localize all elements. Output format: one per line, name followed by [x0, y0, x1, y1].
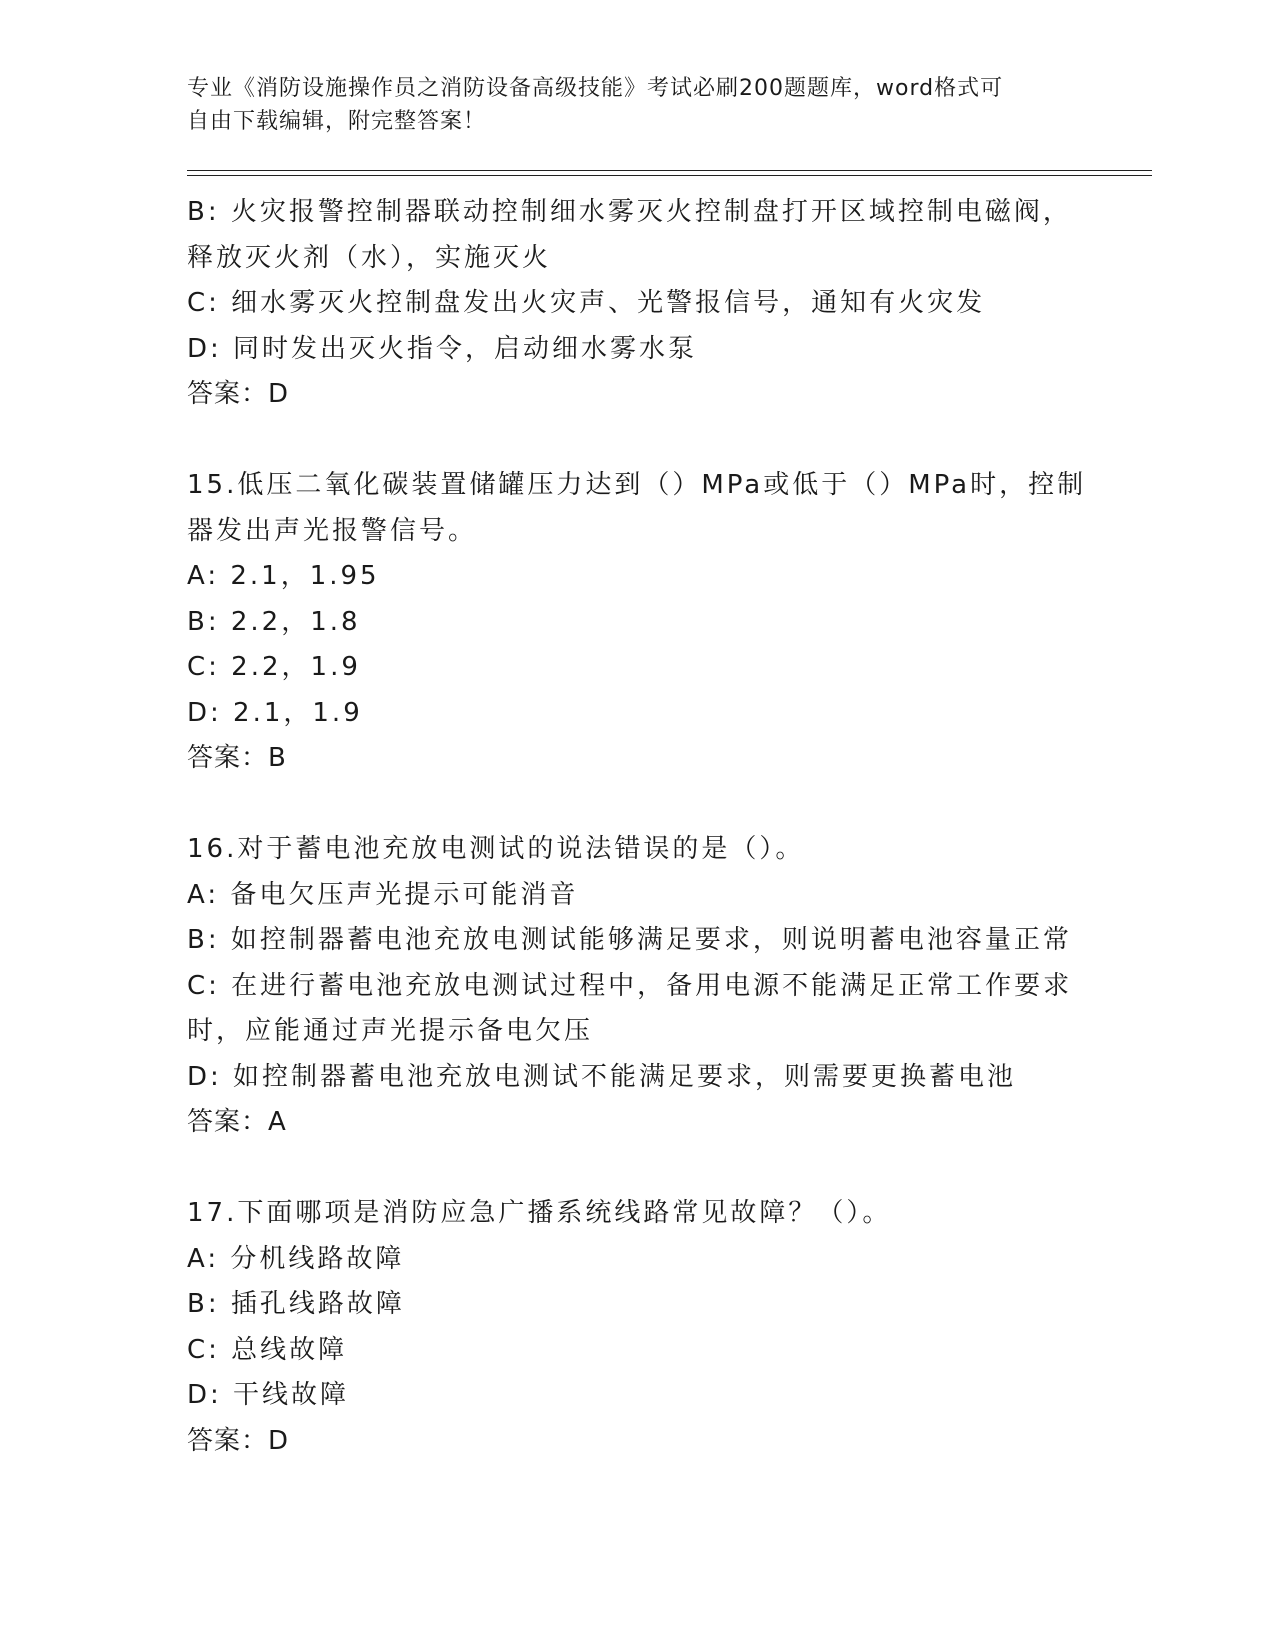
- option-d: D: 干线故障: [187, 1380, 350, 1410]
- option-c: C: 细水雾灭火控制盘发出火灾声、光警报信号，通知有火灾发: [187, 288, 986, 318]
- question-stem: 16.对于蓄电池充放电测试的说法错误的是（）。: [187, 834, 805, 864]
- answer: 答案：B: [187, 743, 287, 773]
- option-d: D: 2.1，1.9: [187, 697, 363, 728]
- option-b: B: 2.2，1.8: [187, 606, 361, 637]
- option-b: B: 火灾报警控制器联动控制细水雾灭火控制盘打开区域控制电磁阀，: [187, 197, 1072, 227]
- header-divider-bottom: [187, 175, 1152, 176]
- option-b: B: 插孔线路故障: [187, 1289, 405, 1319]
- question-list: [187, 190, 1087, 1464]
- header-line-1: 专业《消防设施操作员之消防设备高级技能》考试必刷200题题库，word格式可: [187, 76, 1004, 101]
- question-stem: 15.低压二氧化碳装置储罐压力达到（）MPa或低于（）MPa时，控制: [187, 470, 1087, 500]
- option-c: C: 2.2，1.9: [187, 652, 361, 682]
- spacer: [187, 418, 1087, 464]
- spacer: [187, 1146, 1087, 1192]
- answer: 答案：A: [187, 1107, 287, 1137]
- option-a: A: 备电欠压声光提示可能消音: [187, 879, 579, 910]
- option-c-continued: 时，应能通过声光提示备电欠压: [187, 1016, 594, 1046]
- question-15: [187, 463, 1087, 782]
- question-14-continued: [187, 190, 1087, 418]
- question-stem: 17.下面哪项是消防应急广播系统线路常见故障？（）。: [187, 1198, 892, 1228]
- option-b-continued: 释放灭火剂（水），实施灭火: [187, 242, 552, 273]
- option-d: D: 如控制器蓄电池充放电测试不能满足要求，则需要更换蓄电池: [187, 1061, 1017, 1092]
- header-divider-top: [187, 170, 1152, 171]
- option-a: A: 2.1，1.95: [187, 561, 380, 591]
- header-line-2: 自由下载编辑，附完整答案！: [187, 109, 487, 134]
- option-c: C: 在进行蓄电池充放电测试过程中，备用电源不能满足正常工作要求: [187, 970, 1073, 1001]
- answer: 答案：D: [187, 1425, 290, 1456]
- question-stem-continued: 器发出声光报警信号。: [187, 515, 478, 546]
- option-d: D: 同时发出灭火指令，启动细水雾水泵: [187, 333, 698, 364]
- spacer: [187, 782, 1087, 828]
- question-16: [187, 827, 1087, 1146]
- document-header: [187, 72, 1087, 138]
- option-c: C: 总线故障: [187, 1334, 348, 1365]
- question-17: [187, 1191, 1087, 1464]
- answer: 答案：D: [187, 379, 290, 409]
- option-b: B: 如控制器蓄电池充放电测试能够满足要求，则说明蓄电池容量正常: [187, 925, 1072, 955]
- option-a: A: 分机线路故障: [187, 1243, 405, 1274]
